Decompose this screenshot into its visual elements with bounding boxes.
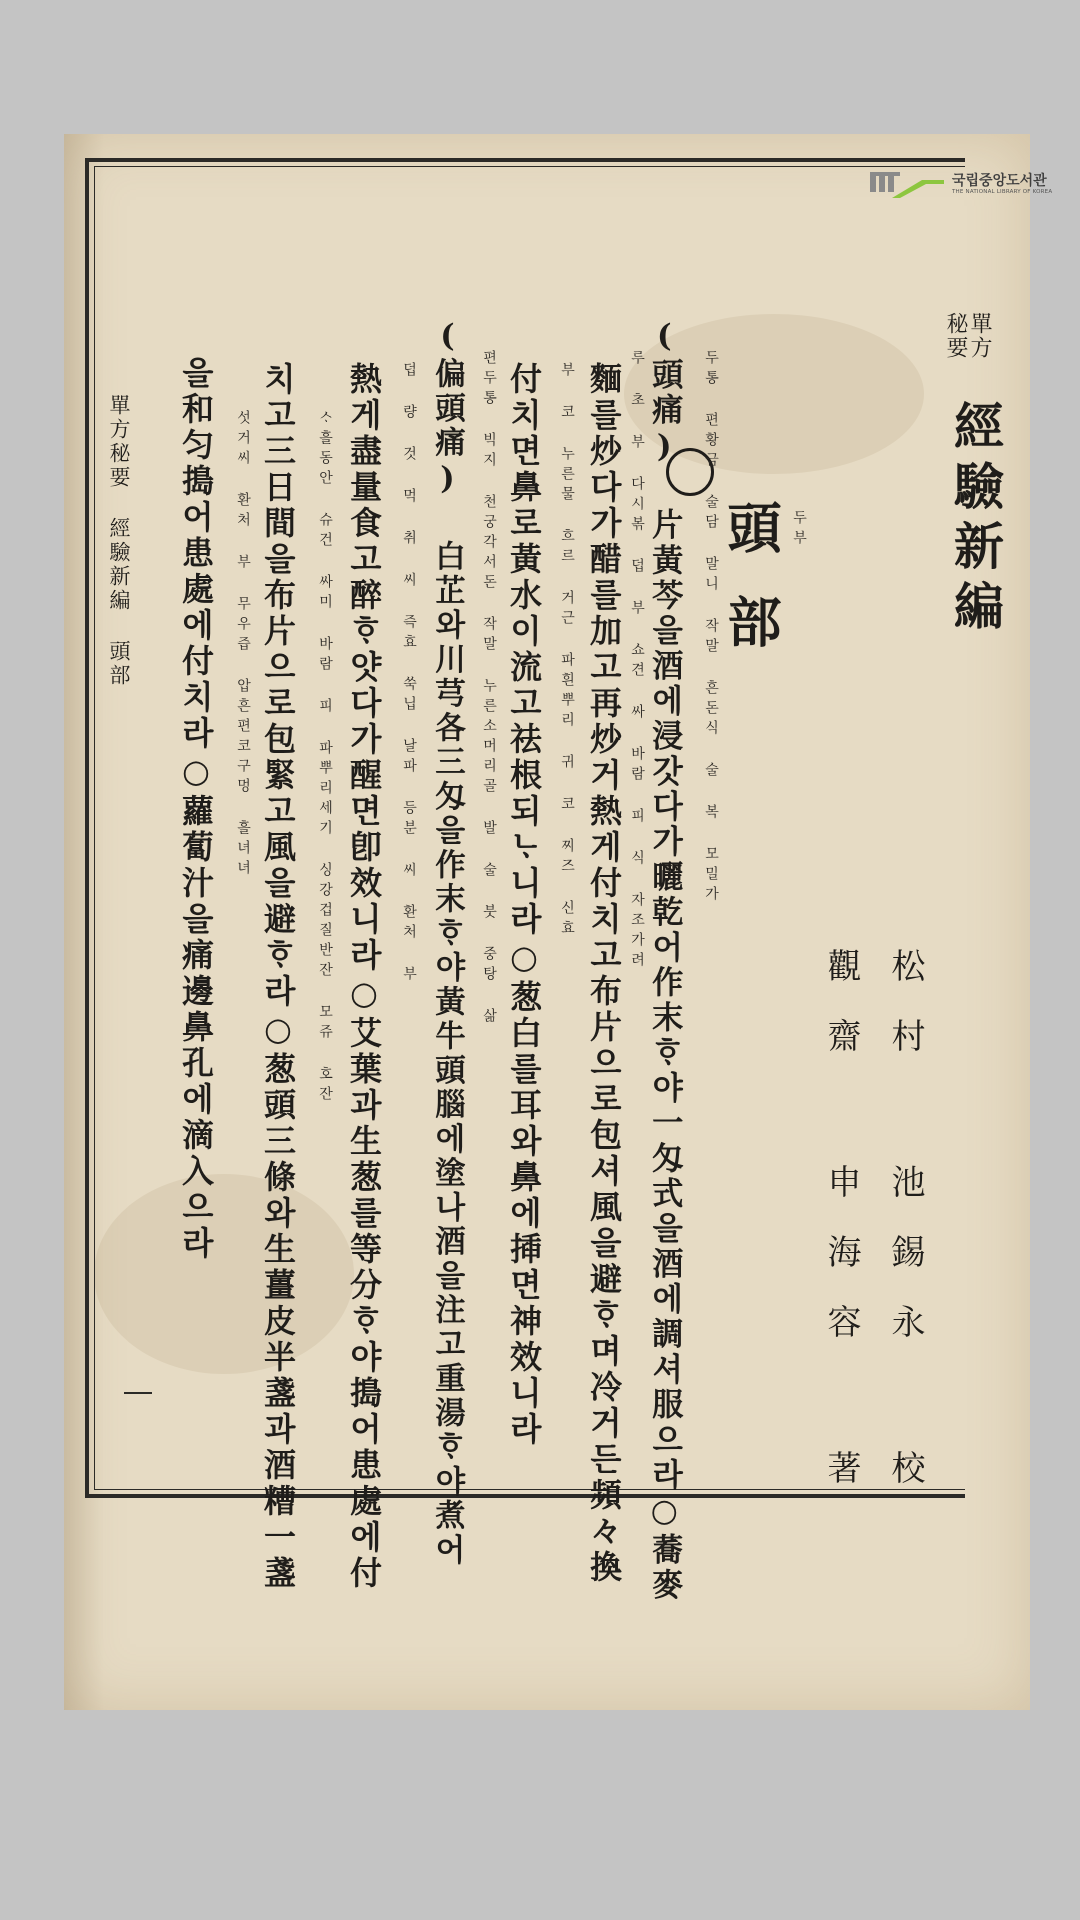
- text-column: (偏頭痛) 白芷와川芎各三匁을作末ᄒᆞ야黃牛頭腦에塗나酒을注고重湯ᄒᆞ야煮어: [429, 318, 466, 1568]
- library-name-korean: 국립중앙도서관: [952, 173, 1047, 189]
- gloss-column: ᄉᆞ흘동안 슈건 싸미 바람 피 파뿌리세기 싱강겁질반잔 모쥬 호잔: [317, 410, 333, 1106]
- section-gloss: 두부: [791, 510, 807, 550]
- text-column: 을和匀搗어患處에付치라○蘿蔔汁을痛邊鼻孔에滴入으라: [177, 356, 215, 1262]
- author-credit: 觀齋 申海容 著: [821, 948, 861, 1520]
- editor-credit: 松村 池錫永 校: [885, 948, 925, 1520]
- text-column: 付치면鼻로黃水이流고祛根되ᄂᆞ니라○葱白를耳와鼻에揷면神效니라: [505, 362, 543, 1448]
- gloss-column: 두통 편황금 술담 말니 작말 흔돈식 술 복 모밀가: [703, 350, 719, 906]
- gloss-column: 편두통 빅지 천궁각서돈 작말 누른소머리골 발 술 붓 중탕 삶: [481, 350, 497, 1028]
- series-title-line1: 單方: [967, 312, 992, 360]
- text-column: 치고三日間을布片으로包緊고風을避ᄒᆞ라○葱頭三條와生薑皮半盞과酒糟一盞: [259, 362, 297, 1592]
- text-column: 麵를炒다가醋를加고再炒거熱게付치고布片으로包셔風을避ᄒᆞ며冷거든頻々換: [585, 362, 623, 1586]
- gloss-column: 부 코 누른물 흐르 거근 파흰뿌리 귀 코 찌즈 신효: [559, 362, 575, 940]
- library-name-english: THE NATIONAL LIBRARY OF KOREA: [952, 189, 1053, 195]
- series-title-line2: 秘要: [943, 312, 968, 360]
- section-title: 頭部: [719, 500, 783, 688]
- running-head: 單方秘要 經驗新編 頭部: [107, 394, 131, 688]
- book-title: 經驗新編: [946, 400, 1005, 640]
- gloss-column: 섯거씨 환처 부 무우즙 압흔편코구멍 흘녀녀: [235, 410, 251, 880]
- gloss-column: 루 초 부 다시볶 덥 부 쇼견 싸 바람 피 식 자조가려: [629, 350, 645, 972]
- text-column: 熱게盡量食고醉ᄒᆞ얏다가醒면卽效니라○艾葉과生葱를等分ᄒᆞ야搗어患處에付: [345, 362, 383, 1592]
- gloss-column: 덥 량 것 먹 취 씨 즉효 쑥닙 날파 등분 씨 환처 부: [401, 362, 417, 986]
- text-column: (頭痛) 片黃芩을酒에浸갓다가曬乾어作末ᄒᆞ야一匁式을酒에調셔服으라○蕎麥: [646, 318, 683, 1604]
